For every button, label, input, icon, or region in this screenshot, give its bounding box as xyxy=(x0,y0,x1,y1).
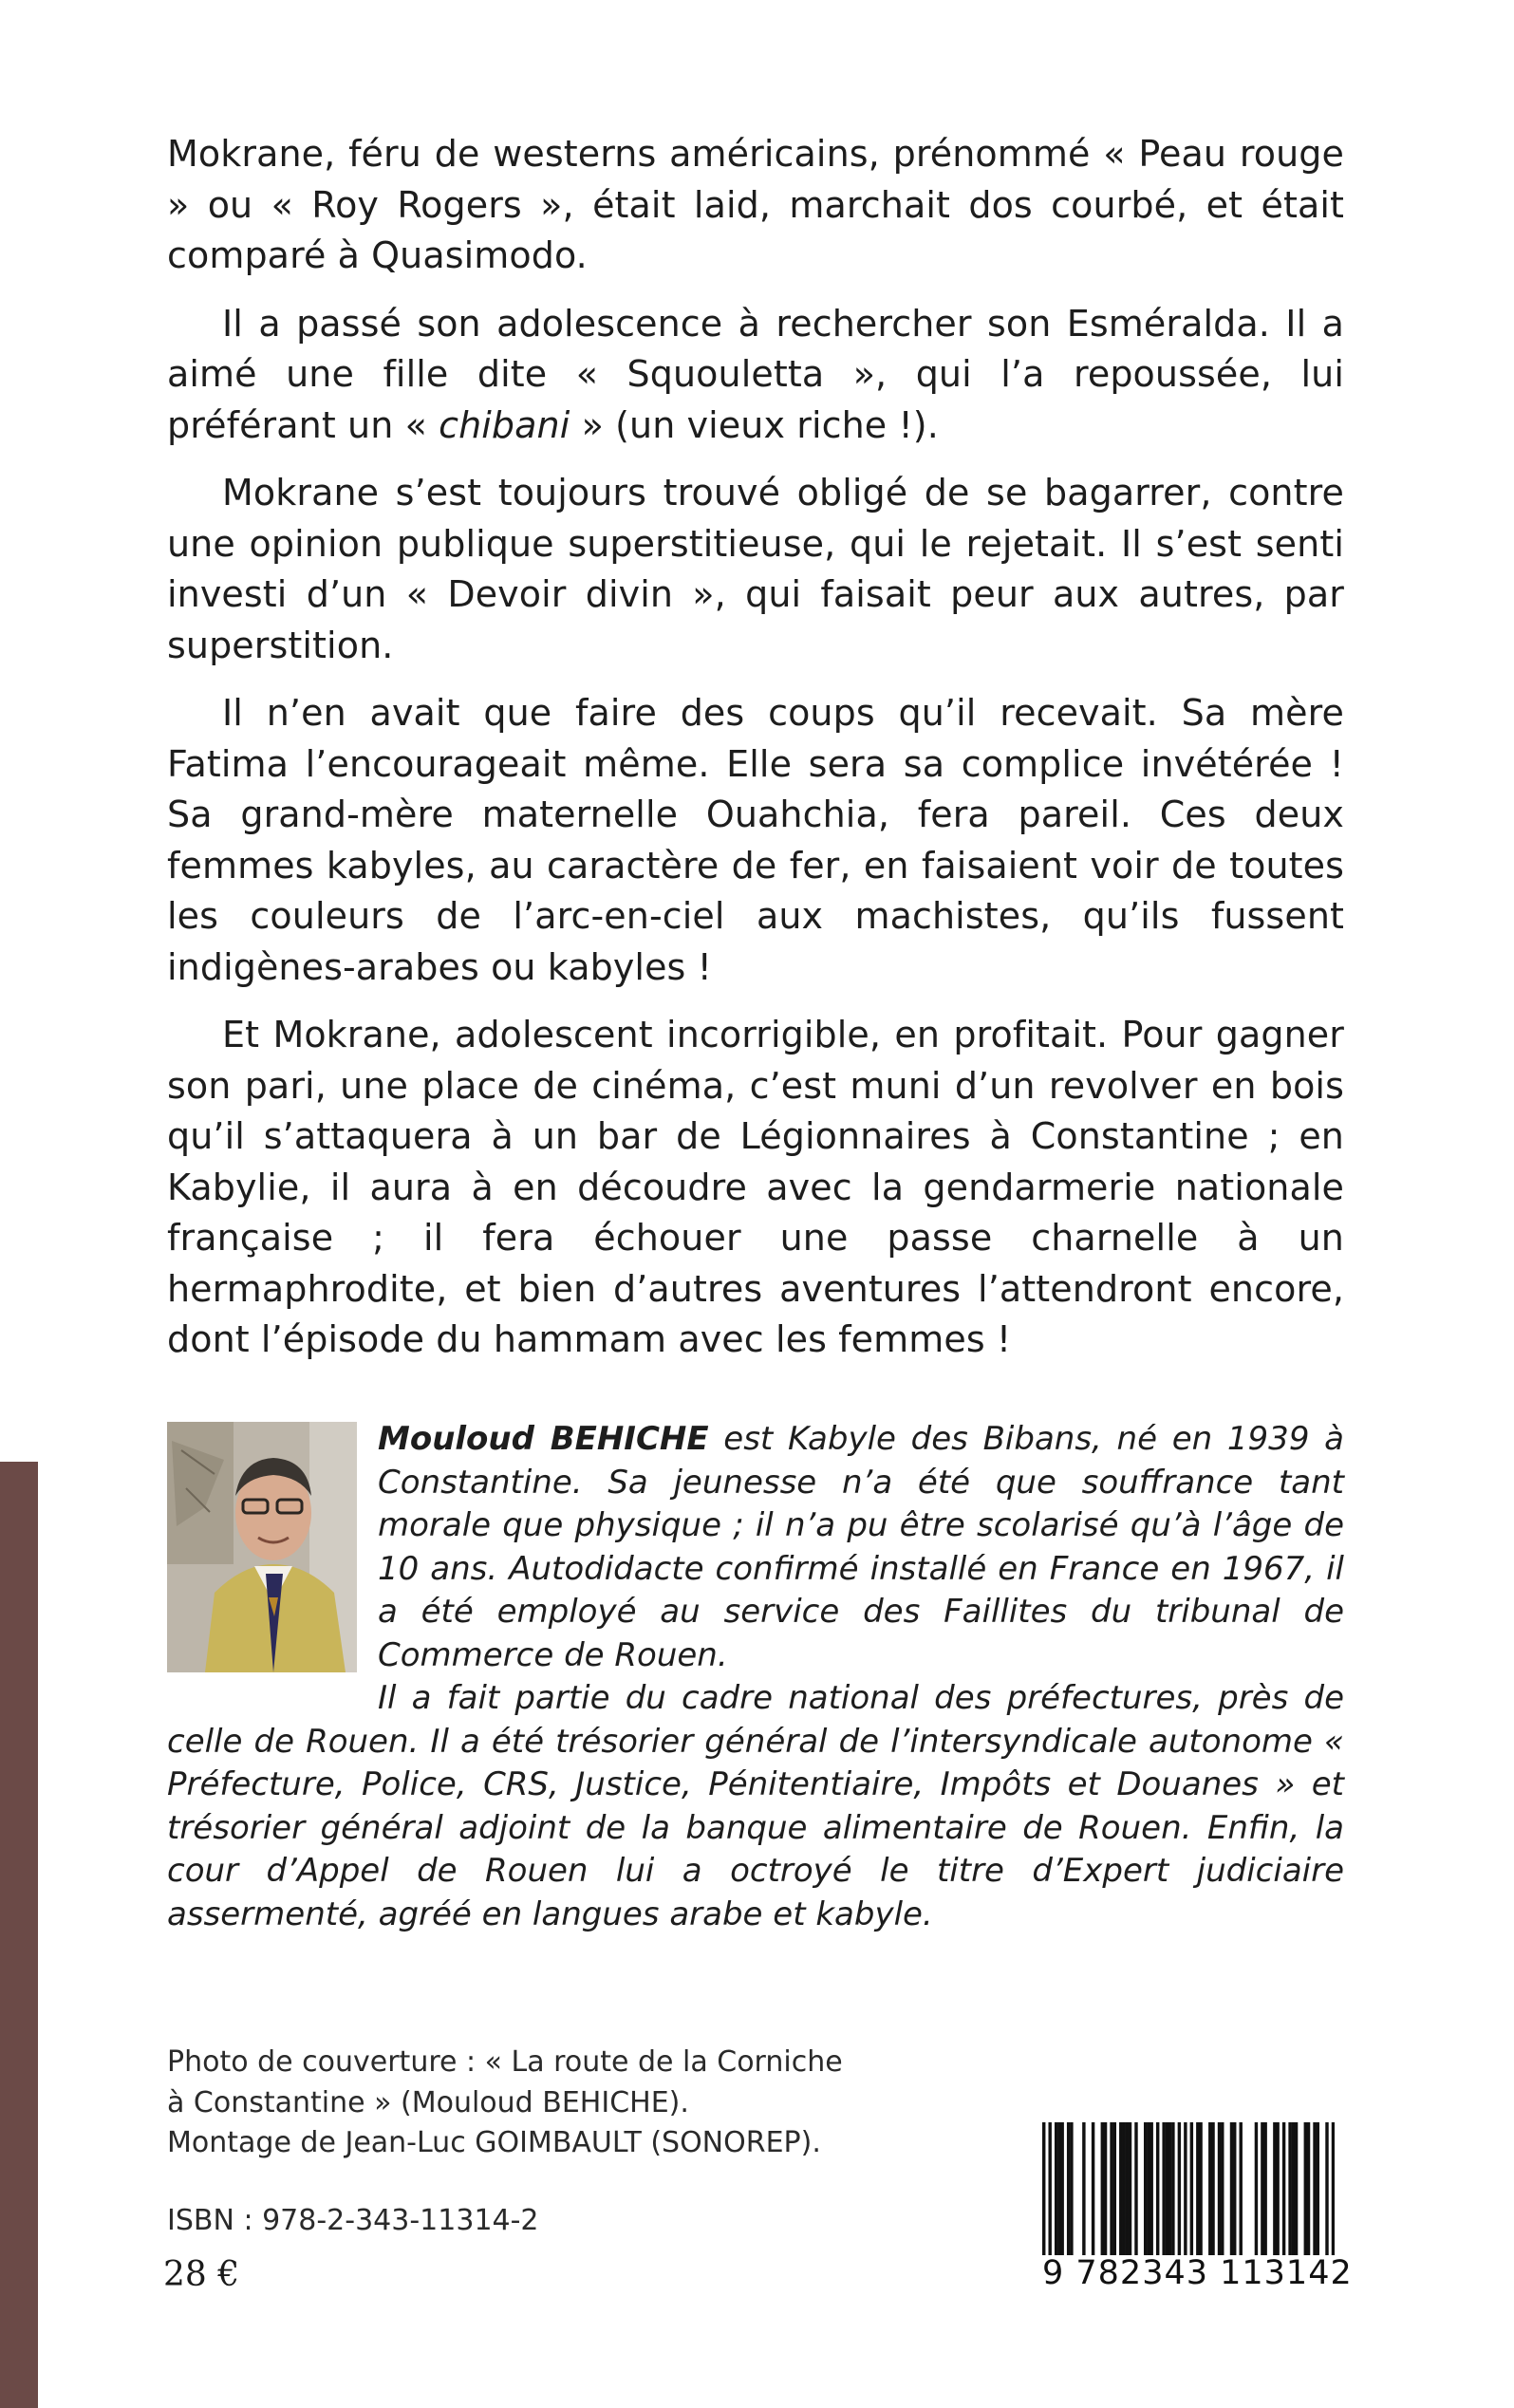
barcode-bar xyxy=(1208,2122,1211,2255)
barcode-bar xyxy=(1255,2122,1258,2255)
barcode-bar xyxy=(1313,2122,1316,2255)
barcode-bar xyxy=(1233,2122,1236,2255)
credits-line-1: Photo de couverture : « La route de la Corniche xyxy=(167,2045,843,2079)
author-bio xyxy=(167,1418,1344,1936)
barcode-bar xyxy=(1067,2122,1070,2255)
bio-paragraph-2: Il a fait partie du cadre national des préfectures, près de celle de Rouen. Il a été trésorier général de l’intersyndicale autonome « Préfecture, Police, CRS, Justice, Pénitentiaire, Impôts et Douanes » et trésorier général adjoint de la banque alimentaire de Rouen. Enfin, la cour d’Appel de Rouen lui a octroyé le titre d’Expert judiciaire assermenté, agréé en langues arabe et kabyle. xyxy=(167,1679,1344,1933)
paragraph-2 xyxy=(167,299,1344,452)
paragraph-3: Mokrane s’est toujours trouvé obligé de se bagarrer, contre une opinion publique superstitieuse, qui le rejetait. Il s’est senti investi d’un « Devoir divin », qui faisait peur aux autres, par superstition. xyxy=(167,472,1344,666)
barcode-bar xyxy=(1147,2122,1150,2255)
paragraph-4: Il n’en avait que faire des coups qu’il recevait. Sa mère Fatima l’encourageait même. Elle sera sa complice invétérée ! Sa grand-mère maternelle Ouahchia, fera pareil. Ces deux femmes kabyles, au caractère de fer, en faisaient voir de toutes les couleurs de l’arc-en-ciel aux machistes, qu’ils fussent indigènes-arabes ou kabyles ! xyxy=(167,692,1344,988)
paragraph-2-italic-word: chibani xyxy=(439,403,570,446)
barcode-bar xyxy=(1261,2122,1263,2255)
barcode-bar xyxy=(1218,2122,1221,2255)
barcode-bar xyxy=(1101,2122,1104,2255)
barcode-bar xyxy=(1295,2122,1298,2255)
barcode-bar xyxy=(1104,2122,1107,2255)
barcode-bar xyxy=(1190,2122,1193,2255)
barcode-bar xyxy=(1055,2122,1057,2255)
barcode-bar xyxy=(1239,2122,1242,2255)
paragraph-1: Mokrane, féru de westerns américains, prénommé « Peau rouge » ou « Roy Rogers », était laid, marchait dos courbé, et était comparé à Quasimodo. xyxy=(167,133,1344,276)
barcode-bar xyxy=(1230,2122,1233,2255)
barcode-bar xyxy=(1110,2122,1112,2255)
barcode-bar xyxy=(1263,2122,1266,2255)
barcode-bar xyxy=(1292,2122,1295,2255)
cover-credits xyxy=(167,2043,926,2164)
barcode-bar xyxy=(1171,2122,1174,2255)
barcode-bar xyxy=(1178,2122,1181,2255)
bio-paragraph-1-text: est Kabyle des Bibans, né en 1939 à Constantine. Sa jeunesse n’a été que souffrance tant morale que physique ; il n’a pu être scolarisé qu’à l’âge de 10 ans. Autodidacte confirmé installé en France en 1967, il a été employé au service des Faillites du tribunal de Commerce de Rouen. xyxy=(378,1420,1344,1674)
barcode-bar xyxy=(1092,2122,1094,2255)
barcode-bar xyxy=(1276,2122,1279,2255)
barcode-bar xyxy=(1070,2122,1073,2255)
price-label: 28 € xyxy=(163,2255,240,2294)
isbn-barcode xyxy=(1042,2122,1353,2292)
barcode-bar xyxy=(1042,2122,1045,2255)
barcode-bar xyxy=(1317,2122,1319,2255)
credits-line-3: Montage de Jean-Luc GOIMBAULT (SONOREP). xyxy=(167,2126,821,2159)
author-name: Mouloud BEHICHE xyxy=(378,1420,709,1458)
barcode-bar xyxy=(1196,2122,1199,2255)
barcode-bar xyxy=(1144,2122,1147,2255)
barcode-bar xyxy=(1119,2122,1122,2255)
barcode-bar xyxy=(1288,2122,1291,2255)
barcode-bar xyxy=(1273,2122,1276,2255)
barcode-bars xyxy=(1042,2122,1335,2255)
paragraph-2-start: Il a passé son adolescence à rechercher son Esméralda. Il a aimé une fille dite « Squouletta », qui l’a repoussée, lui préférant un « xyxy=(167,302,1344,446)
barcode-digits: 9 782343 113142 xyxy=(1042,2254,1353,2292)
barcode-bar xyxy=(1150,2122,1152,2255)
barcode-bar xyxy=(1184,2122,1187,2255)
barcode-bar xyxy=(1057,2122,1060,2255)
barcode-bar xyxy=(1282,2122,1285,2255)
barcode-bar xyxy=(1168,2122,1171,2255)
barcode-bar xyxy=(1082,2122,1085,2255)
paragraph-2-end: » (un vieux riche !). xyxy=(570,403,939,446)
barcode-bar xyxy=(1304,2122,1307,2255)
barcode-bar xyxy=(1060,2122,1063,2255)
barcode-bar xyxy=(1122,2122,1125,2255)
author-portrait-image xyxy=(167,1422,357,1672)
barcode-bar xyxy=(1126,2122,1129,2255)
barcode-bar xyxy=(1113,2122,1116,2255)
barcode-bar xyxy=(1221,2122,1224,2255)
author-photo xyxy=(167,1422,357,1672)
barcode-bar xyxy=(1162,2122,1165,2255)
spine-stripe xyxy=(0,1462,38,2408)
barcode-bar xyxy=(1166,2122,1168,2255)
credits-line-2: à Constantine » (Mouloud BEHICHE). xyxy=(167,2085,689,2119)
barcode-bar xyxy=(1199,2122,1202,2255)
barcode-bar xyxy=(1325,2122,1328,2255)
barcode-bar xyxy=(1332,2122,1335,2255)
barcode-bar xyxy=(1134,2122,1137,2255)
barcode-bar xyxy=(1156,2122,1159,2255)
barcode-bar xyxy=(1129,2122,1131,2255)
back-cover-text xyxy=(167,129,1344,1383)
isbn-label: ISBN : 978-2-343-11314-2 xyxy=(167,2204,539,2237)
paragraph-5: Et Mokrane, adolescent incorrigible, en profitait. Pour gagner son pari, une place de cinéma, c’est muni d’un revolver en bois qu’il s’attaquera à un bar de Légionnaires à Constantine ; en Kabylie, il aura à en découdre avec la gendarmerie nationale française ; il fera échouer une passe charnelle à un hermaphrodite, et bien d’autres aventures l’attendront encore, dont l’épisode du hammam avec les femmes ! xyxy=(167,1014,1344,1360)
barcode-bar xyxy=(1048,2122,1051,2255)
barcode-bar xyxy=(1211,2122,1214,2255)
barcode-bar xyxy=(1307,2122,1310,2255)
